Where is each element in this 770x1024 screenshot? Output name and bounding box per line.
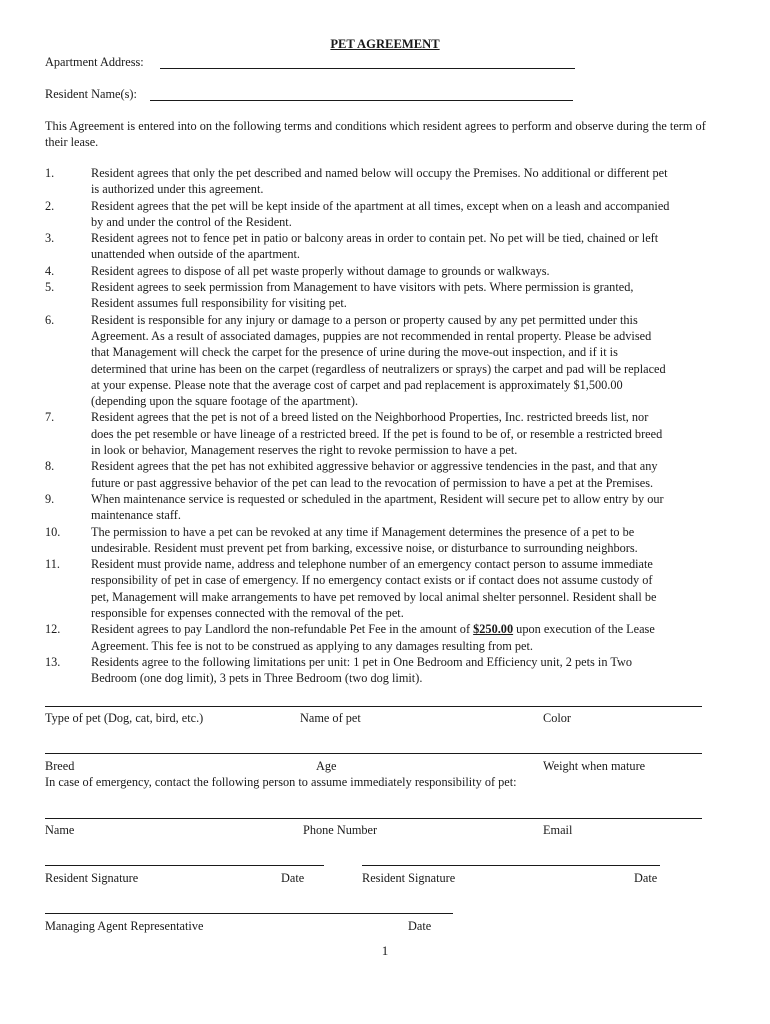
resident-signature-label-1: Resident Signature — [45, 871, 139, 885]
contact-email-label: Email — [543, 823, 573, 837]
managing-agent-label: Managing Agent Representative — [45, 919, 204, 933]
pet-name-label: Name of pet — [300, 711, 361, 725]
list-item: 1. Resident agrees that only the pet described and named below will occupy the Premises. No additional or different pet is authorized under this agreement. — [45, 166, 668, 197]
list-item: 2. Resident agrees that the pet will be kept inside of the apartment at all times, except when on a leash and accompanied by and under the control of the Resident. — [45, 198, 670, 229]
list-item: 5. Resident agrees to seek permission from Management to have visitors with pets. Where permission is granted, Resident assumes full responsibility for visiting pet. — [45, 280, 634, 311]
pet-type-name-color-field[interactable] — [45, 706, 702, 707]
list-item: 13. Residents agree to the following limitations per unit: 1 pet in One Bedroom and Efficiency unit, 2 pets in Two Bedroom (one dog limit), 3 pets in Three Bedroom (two dog limit). — [45, 654, 633, 686]
emergency-contact-field[interactable] — [45, 818, 702, 819]
weight-label: Weight when mature — [543, 759, 646, 773]
list-item: 9. When maintenance service is requested or scheduled in the apartment, Resident will secure pet to allow entry by our maintenance staff. — [45, 491, 664, 523]
address-label: Apartment Address: — [45, 55, 144, 69]
intro-paragraph: This Agreement is entered into on the following terms and conditions which resident agrees to perform and observe during the term of their lease. — [45, 119, 706, 149]
pet-type-label: Type of pet (Dog, cat, bird, etc.) — [45, 711, 204, 725]
list-item: 6. Resident is responsible for any injury or damage to a person or property caused by any pet permitted under this Agreement. As a result of associated damages, puppies are not recommended in rental property. Please be advised that Management will check the carpet for the presence of urine during the move-out inspection, and if it is determined that urine has been on the carpet (regardless of neutralizers or sprays) the carpet and pad will be replaced at your expense. Please note that the average cost of carpet and pad replacement is approximately $1,500.00 (depending upon the square footage of the apartment). — [45, 312, 666, 409]
terms-list — [45, 165, 735, 687]
date-label-2: Date — [634, 871, 658, 885]
age-label: Age — [316, 759, 337, 773]
pet-breed-age-weight-field[interactable] — [45, 753, 702, 754]
contact-phone-label: Phone Number — [303, 823, 378, 837]
pet-color-label: Color — [543, 711, 572, 725]
list-item: 7. Resident agrees that the pet is not of a breed listed on the Neighborhood Properties, Inc. restricted breeds list, nor does the pet resemble or have lineage of a restricted breed. If the pet is found to be of, or resemble a restricted breed in look or behavior, Management reserves the right to revoke permission to have a pet. — [45, 410, 663, 458]
contact-name-label: Name — [45, 823, 75, 837]
breed-label: Breed — [45, 759, 75, 773]
resident-signature-line-1[interactable] — [45, 865, 324, 866]
date-label-3: Date — [408, 919, 432, 933]
date-label-1: Date — [281, 871, 305, 885]
list-item: 4. Resident agrees to dispose of all pet waste properly without damage to grounds or walkways. — [45, 263, 550, 278]
emergency-instructions: In case of emergency, contact the following person to assume immediately responsibility of pet: — [45, 775, 517, 789]
page-title: PET AGREEMENT — [330, 37, 440, 51]
list-item: 12. Resident agrees to pay Landlord the non-refundable Pet Fee in the amount of $250.00 upon execution of the Lease Agreement. This fee is not to be construed as applying to any damages resulting from pet. — [45, 622, 655, 653]
list-item: 10. The permission to have a pet can be revoked at any time if Management determines the presence of a pet to be undesirable. Resident must prevent pet from barking, excessive noise, or disturbance to surrounding neighbors. — [45, 524, 638, 555]
resident-signature-label-2: Resident Signature — [362, 871, 456, 885]
list-item: 11. Resident must provide name, address and telephone number of an emergency contact person to assume immediate responsibility of pet in case of emergency. If no emergency contact exists or if contact does not assume custody of pet, Management will make arrangements to have pet removed by local animal shelter personnel. Resident shall be responsible for expenses connected with the removal of the pet. — [45, 557, 657, 621]
list-item: 3. Resident agrees not to fence pet in patio or balcony areas in order to contain pet. No pet will be tied, chained or left unattended when outside of the apartment. — [45, 231, 659, 262]
resident-signature-line-2[interactable] — [362, 865, 660, 866]
fee-text-after: upon execution of the Lease Agreement. This fee is not to be construed as applying to any damages resulting from pet. — [91, 622, 655, 653]
fee-text-before: Resident agrees to pay Landlord the non-refundable Pet Fee in the amount of — [91, 622, 474, 637]
page-number: 1 — [381, 943, 389, 958]
resident-names-label: Resident Name(s): — [45, 87, 137, 101]
resident-names-field[interactable] — [150, 100, 573, 101]
managing-agent-signature-line[interactable] — [45, 913, 453, 914]
address-field[interactable] — [160, 68, 575, 69]
list-item: 8. Resident agrees that the pet has not exhibited aggressive behavior or aggressive tendencies in the past, and that any future or past aggressive behavior of the pet can lead to the revocation of permission to have a pet at the Premises. — [45, 459, 658, 490]
pet-fee-amount: $250.00 — [473, 622, 514, 637]
